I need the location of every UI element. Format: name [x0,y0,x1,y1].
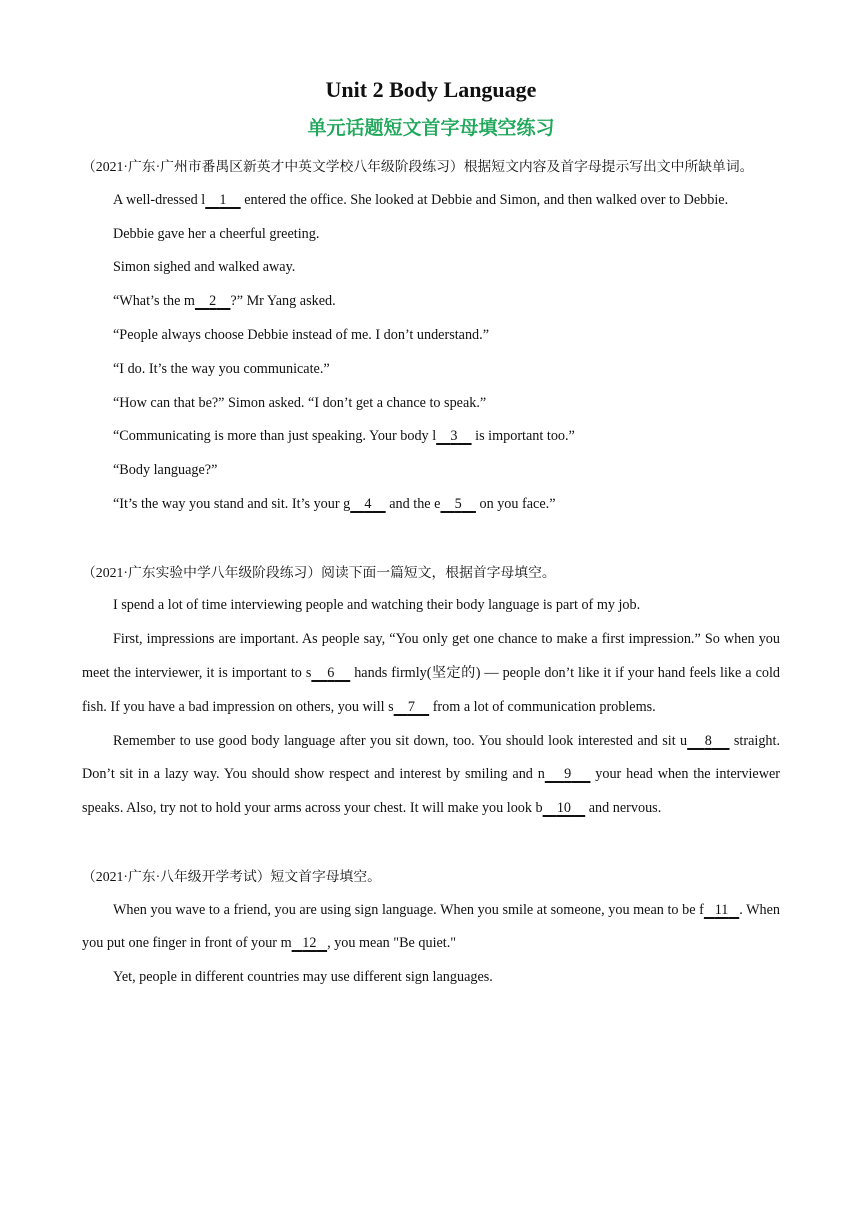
paragraph: “It’s the way you stand and sit. It’s your g 4 and the e 5 on you face.” [113,495,556,512]
paragraph: I spend a lot of time interviewing people and watching their body language is part of my job. [113,597,641,614]
blank-11: 11 [714,901,729,918]
blank-7: 7 [407,698,415,715]
blank-4: 4 [364,495,372,512]
paragraph: A well-dressed l 1 entered the office. She looked at Debbie and Simon, and then walked over to Debbie. [113,191,729,208]
paragraph: Yet, people in different countries may use different sign languages. [113,969,493,986]
blank-2: 2 [209,293,217,310]
paragraph: “Communicating is more than just speaking. Your body l 3 is important too.” [113,428,575,445]
page-title: Unit 2 Body Language [325,77,537,102]
paragraph: “Body language?” [113,462,218,479]
document-page [82,74,780,995]
blank-3: 3 [450,428,458,445]
paragraph: When you wave to a friend, you are using sign language. When you smile at someone, you mean to be f 11 . When you put one finger in front of your m 12 , you mean "Be quiet." [82,901,781,952]
paragraph: “What’s the m 2 ?” Mr Yang asked. [113,293,336,310]
blank-1: 1 [219,191,227,208]
paragraph: Simon sighed and walked away. [113,259,296,276]
blank-5: 5 [454,495,462,512]
source-note: （2021·广东·广州市番禺区新英才中英文学校八年级阶段练习）根据短文内容及首字母提示写出文中所缺单词。 [82,159,754,174]
blank-8: 8 [704,732,712,749]
paragraph: First, impressions are important. As people say, “You only get one chance to make a first impression.” So when you meet the interviewer, it is important to s 6 hands firmly(坚定的) — people don’t like it if your hand feels like a cold fish. If you have a bad impression on others, you will s 7 from a lot of communication problems. [82,631,780,715]
page-subtitle: 单元话题短文首字母填空练习 [307,117,555,139]
paragraph: “How can that be?” Simon asked. “I don’t get a chance to speak.” [113,394,487,411]
paragraph: “I do. It’s the way you communicate.” [113,360,330,377]
blank-9: 9 [564,766,572,783]
source-note: （2021·广东·八年级开学考试）短文首字母填空。 [82,868,381,884]
paragraph: Debbie gave her a cheerful greeting. [113,225,320,242]
source-note: （2021·广东实验中学八年级阶段练习）阅读下面一篇短文，根据首字母填空。 [82,564,556,580]
blank-10: 10 [556,800,572,817]
blank-12: 12 [302,935,317,952]
paragraph: “People always choose Debbie instead of me. I don’t understand.” [113,326,489,343]
blank-6: 6 [327,664,335,681]
paragraph: Remember to use good body language after you sit down, too. You should look interested and sit u 8 straight. Don’t sit in a lazy way. You should show respect and interest by smiling and n 9 your head when the interviewer speaks. Also, try not to hold your arms across your chest. It will make you look b 10 and nervous. [82,732,781,817]
